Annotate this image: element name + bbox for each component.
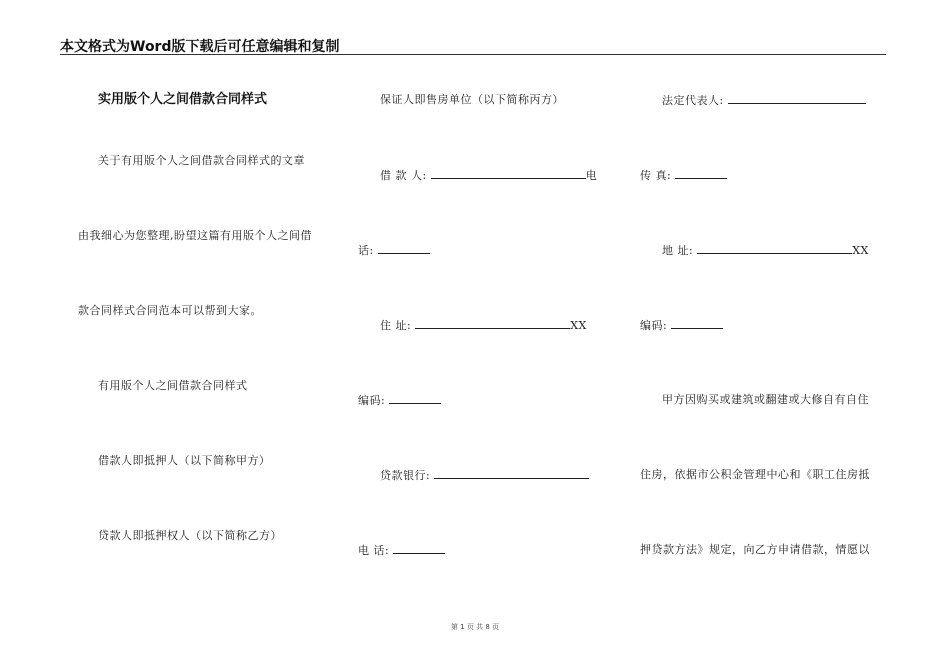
intro-line-3: 款合同样式合同范本可以帮到大家。 bbox=[78, 304, 262, 317]
bank-blank[interactable] bbox=[434, 468, 589, 479]
phone-field-row-2 bbox=[358, 543, 445, 558]
page-header bbox=[60, 34, 886, 55]
header-title: 本文格式为Word版下载后可任意编辑和复制 bbox=[60, 39, 340, 55]
party-c-label: 保证人即售房单位（以下简称丙方） bbox=[380, 93, 564, 106]
phone-label-tail: 话: bbox=[358, 244, 374, 257]
borrower-blank[interactable] bbox=[431, 168, 586, 179]
fax-label: 传 真: bbox=[640, 169, 672, 182]
bank-field-row bbox=[380, 468, 589, 483]
fax-field-row bbox=[640, 168, 727, 183]
body-line-3: 押贷款方法》规定，向乙方申请借款，情愿以 bbox=[640, 543, 870, 556]
section-subtitle: 有用版个人之间借款合同样式 bbox=[98, 379, 248, 392]
postcode-blank-1[interactable] bbox=[389, 393, 441, 404]
postcode-label-1: 编码: bbox=[358, 394, 386, 407]
borrower-field-row bbox=[380, 168, 597, 183]
page-footer bbox=[0, 622, 950, 632]
fax-blank[interactable] bbox=[675, 168, 727, 179]
address-suffix-1: XX bbox=[570, 319, 587, 332]
address-blank-1[interactable] bbox=[415, 318, 570, 329]
legal-rep-label: 法定代表人: bbox=[662, 94, 724, 107]
phone-prefix: 电 bbox=[585, 169, 598, 182]
document-title: 实用版个人之间借款合同样式 bbox=[98, 92, 268, 107]
address-blank-2[interactable] bbox=[697, 243, 852, 254]
page-number: 第 1 页 共 8 页 bbox=[450, 623, 500, 631]
body-line-1: 甲方因购买或建筑或翻建或大修自有自住 bbox=[662, 393, 869, 406]
bank-label: 贷款银行: bbox=[380, 469, 431, 482]
phone-label-2: 电 话: bbox=[358, 544, 390, 557]
address-label-1: 住 址: bbox=[380, 319, 412, 332]
phone-blank-2[interactable] bbox=[393, 543, 445, 554]
phone-field-row-1 bbox=[358, 243, 430, 258]
party-b-label: 贷款人即抵押权人（以下简称乙方） bbox=[98, 529, 282, 542]
address-field-row-2 bbox=[662, 243, 869, 258]
postcode-blank-2[interactable] bbox=[671, 318, 723, 329]
postcode-field-row-1 bbox=[358, 393, 441, 408]
legal-rep-field-row bbox=[662, 93, 866, 108]
postcode-field-row-2 bbox=[640, 318, 723, 333]
address-field-row-1 bbox=[380, 318, 587, 333]
legal-rep-blank[interactable] bbox=[728, 93, 866, 104]
address-label-2: 地 址: bbox=[662, 244, 694, 257]
borrower-label: 借 款 人: bbox=[380, 169, 427, 182]
body-line-2: 住房，依据市公积金管理中心和《职工住房抵 bbox=[640, 468, 870, 481]
postcode-label-2: 编码: bbox=[640, 319, 668, 332]
party-a-label: 借款人即抵押人（以下简称甲方） bbox=[98, 454, 271, 467]
intro-line-2: 由我细心为您整理,盼望这篇有用版个人之间借 bbox=[78, 229, 312, 242]
address-suffix-2: XX bbox=[852, 244, 869, 257]
phone-blank-1[interactable] bbox=[378, 243, 430, 254]
intro-line-1: 关于有用版个人之间借款合同样式的文章 bbox=[98, 154, 305, 167]
